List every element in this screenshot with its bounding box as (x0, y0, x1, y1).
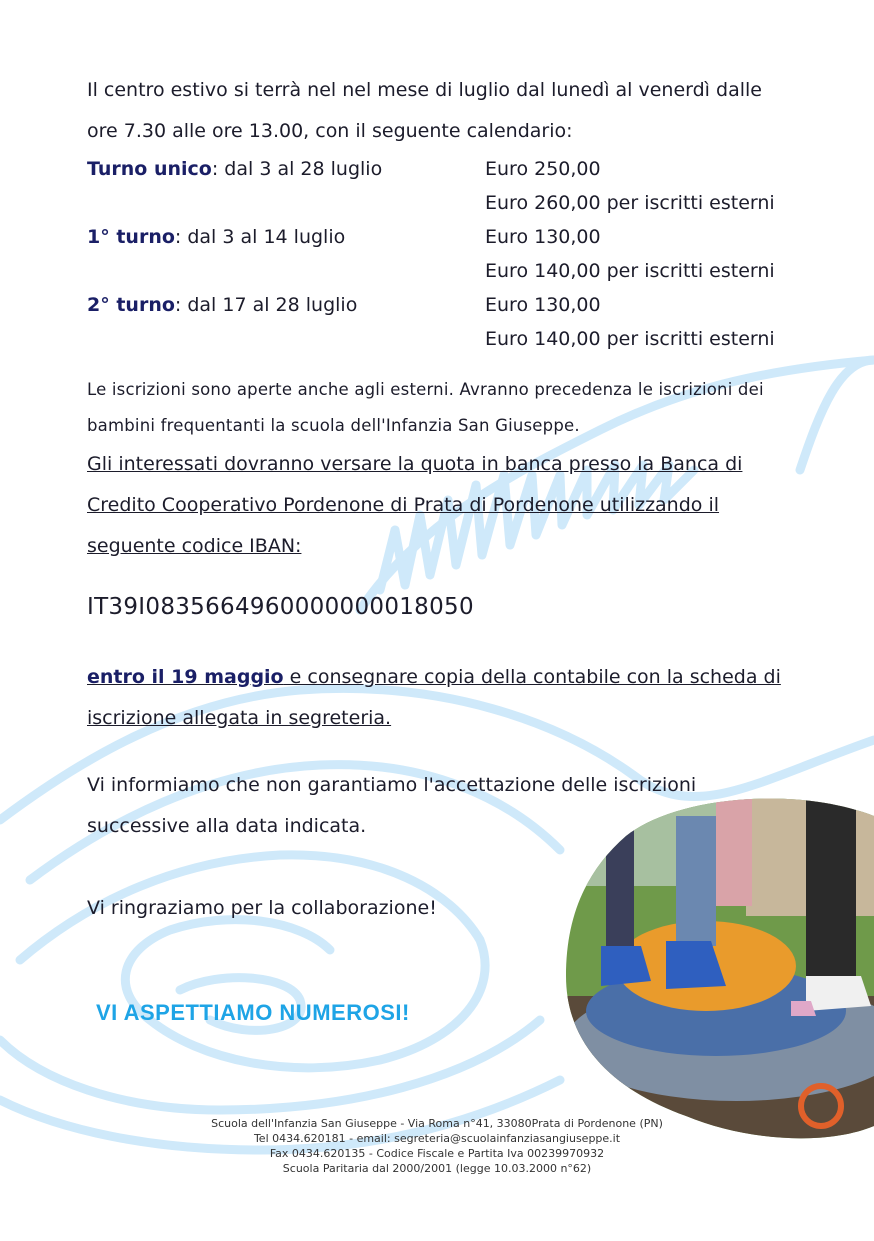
deadline-date: entro il 19 maggio (87, 666, 284, 688)
deadline-paragraph (87, 657, 787, 739)
welcome-heading: VI ASPETTIAMO NUMEROSI! (96, 1000, 410, 1025)
footer (180, 1116, 694, 1176)
turno-price: Euro 250,00 (485, 158, 601, 180)
turno-price: Euro 130,00 (485, 294, 601, 316)
turno-dates: : dal 3 al 28 luglio (211, 158, 383, 180)
acceptance-note: Vi informiamo che non garantiamo l'accettazione delle iscrizioni successive alla data indicata. (87, 774, 697, 837)
turno-dates: : dal 3 al 14 luglio (174, 226, 346, 248)
turno-1-row (87, 225, 797, 249)
turno-price-external: Euro 140,00 per iscritti esterni (485, 260, 775, 282)
turno-name: 1° turno (87, 226, 175, 248)
turno-dates: : dal 17 al 28 luglio (174, 294, 358, 316)
turno-price-external: Euro 140,00 per iscritti esterni (485, 328, 775, 350)
turno-price-external: Euro 260,00 per iscritti esterni (485, 192, 775, 214)
footer-fiscal: Fax 0434.620135 - Codice Fiscale e Partita Iva 00239970932 (269, 1147, 605, 1160)
turno-2-row (87, 293, 797, 317)
bank-instructions: Gli interessati dovranno versare la quota in banca presso la Banca di Credito Cooperativo Pordenone di Prata di Pordenone utilizzando il seguente codice IBAN: (87, 453, 743, 557)
footer-address: Scuola dell'Infanzia San Giuseppe - Via Roma n°41, 33080Prata di Pordenone (PN) (211, 1117, 663, 1130)
footer-legal: Scuola Paritaria dal 2000/2001 (legge 10.03.2000 n°62) (282, 1162, 592, 1175)
intro-paragraph: Il centro estivo si terrà nel nel mese di luglio dal lunedì al venerdì dalle ore 7.30 alle ore 13.00, con il seguente calendario: (87, 79, 762, 142)
turno-unico-row (87, 157, 797, 181)
turno-name: Turno unico (87, 158, 212, 180)
iban-code: IT39I0835664960000000018050 (87, 594, 474, 620)
iscrizioni-note: Le iscrizioni sono aperte anche agli esterni. Avranno precedenza le iscrizioni dei bambini frequentanti la scuola dell'Infanzia San Giuseppe. (87, 380, 764, 435)
thanks-text: Vi ringraziamo per la collaborazione! (87, 897, 437, 919)
deadline-text: e consegnare copia della contabile con la scheda di iscrizione allegata in segreteria. (87, 666, 781, 729)
footer-contacts: Tel 0434.620181 - email: segreteria@scuolainfanziasangiuseppe.it (253, 1132, 621, 1145)
turno-name: 2° turno (87, 294, 175, 316)
turno-price: Euro 130,00 (485, 226, 601, 248)
children-playground-photo (566, 796, 874, 1141)
